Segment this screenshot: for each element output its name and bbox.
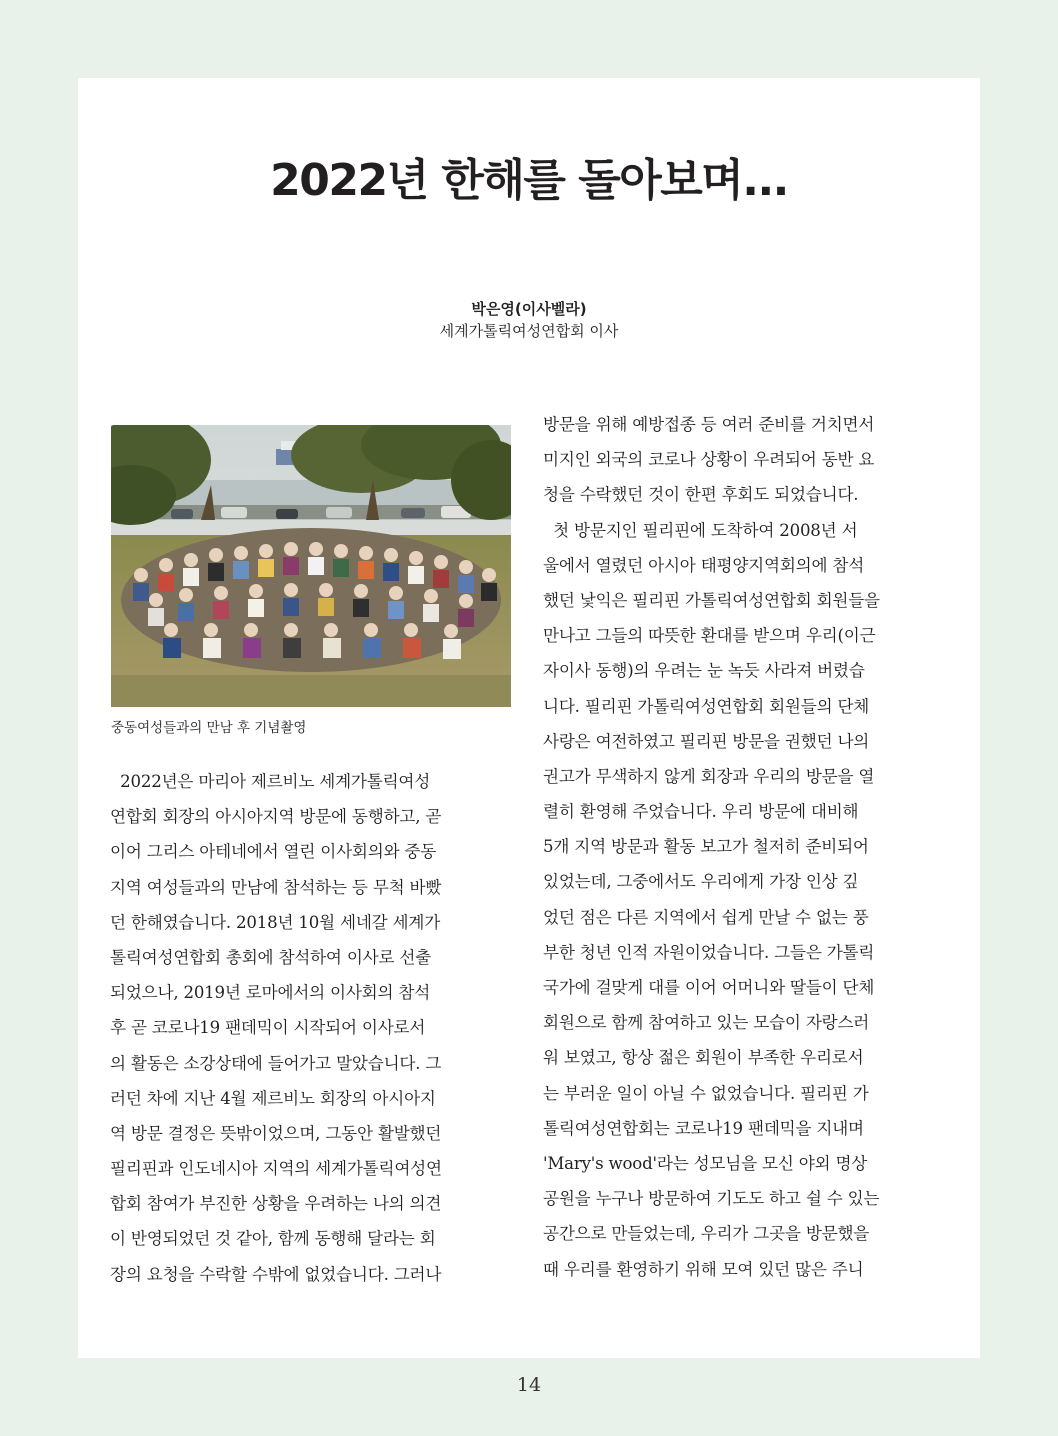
text-line: 있었는데, 그중에서도 우리에게 가장 인상 깊 <box>543 872 859 892</box>
text-line: 톨릭여성연합회는 코로나19 팬데믹을 지내며 <box>543 1118 864 1138</box>
text-line: 렬히 환영해 주었습니다. 우리 방문에 대비해 <box>543 802 859 822</box>
page <box>78 78 980 1358</box>
text-line: 던 한해였습니다. 2018년 10월 세네갈 세계가 <box>110 912 441 932</box>
group-photo <box>111 425 511 707</box>
text-line: 후 곧 코로나19 팬데믹이 시작되어 이사로서 <box>110 1018 426 1038</box>
article-title: 2022년 한해를 돌아보며... <box>270 155 788 206</box>
text-line: 이 반영되었던 것 같아, 함께 동행해 달라는 회 <box>110 1229 436 1249</box>
text-line: 만나고 그들의 따뜻한 환대를 받으며 우리(이근 <box>543 626 876 646</box>
text-line: 사랑은 여전하였고 필리핀 방문을 권했던 나의 <box>543 731 870 751</box>
text-line: 지역 여성들과의 만남에 참석하는 등 무척 바빴 <box>110 877 442 897</box>
text-line: 했던 낯익은 필리핀 가톨릭여성연합회 회원들을 <box>543 590 880 610</box>
text-line: 5개 지역 방문과 활동 보고가 철저히 준비되어 <box>543 837 869 857</box>
author-role: 세계가톨릭여성연합회 이사 <box>439 322 619 340</box>
text-line: 니다. 필리핀 가톨릭여성연합회 회원들의 단체 <box>543 696 870 716</box>
text-line: 공원을 누구나 방문하여 기도도 하고 쉴 수 있는 <box>543 1189 880 1209</box>
text-line: 부한 청년 인적 자원이었습니다. 그들은 가톨릭 <box>543 942 875 962</box>
text-line: 첫 방문지인 필리핀에 도착하여 2008년 서 <box>543 520 858 540</box>
text-line: 때 우리를 환영하기 위해 모여 있던 많은 주니 <box>543 1259 864 1279</box>
text-line: 청을 수락했던 것이 한편 후회도 되었습니다. <box>543 485 859 505</box>
text-line: 울에서 열렸던 아시아 태평양지역회의에 참석 <box>543 555 865 575</box>
page-number: 14 <box>516 1374 542 1396</box>
right-column-text <box>543 407 945 1287</box>
text-line: 합회 참여가 부진한 상황을 우려하는 나의 의견 <box>110 1194 442 1214</box>
author-block <box>78 298 980 342</box>
author-name: 박은영(이사벨라) <box>471 300 587 318</box>
group-photo-illustration <box>111 425 511 707</box>
text-line: 미지인 외국의 코로나 상황이 우려되어 동반 요 <box>543 450 875 470</box>
text-line: 권고가 무색하지 않게 회장과 우리의 방문을 열 <box>543 766 875 786</box>
text-line: 톨릭여성연합회 총회에 참석하여 이사로 선출 <box>110 947 432 967</box>
text-line: 되었으나, 2019년 로마에서의 이사회의 참석 <box>110 983 431 1003</box>
text-line: 방문을 위해 예방접종 등 여러 준비를 거치면서 <box>543 415 875 434</box>
text-line: 워 보였고, 항상 젊은 회원이 부족한 우리로서 <box>543 1048 864 1068</box>
photo-caption: 중동여성들과의 만남 후 기념촬영 <box>111 720 307 736</box>
text-line: 의 활동은 소강상태에 들어가고 말았습니다. 그 <box>110 1053 442 1073</box>
text-line: 러던 차에 지난 4월 제르비노 회장의 아시아지 <box>110 1088 436 1108</box>
text-line: 'Mary's wood'라는 성모님을 모신 야외 명상 <box>543 1153 868 1173</box>
text-line: 필리핀과 인도네시아 지역의 세계가톨릭여성연 <box>110 1159 442 1179</box>
text-line: 자이사 동행)의 우려는 눈 녹듯 사라져 버렸습 <box>543 661 865 681</box>
text-line: 장의 요청을 수락할 수밖에 없었습니다. 그러나 <box>110 1264 442 1284</box>
left-column-text <box>110 764 512 1292</box>
text-line: 2022년은 마리아 제르비노 세계가톨릭여성 <box>110 772 431 791</box>
text-line: 었던 점은 다른 지역에서 쉽게 만날 수 없는 풍 <box>543 907 869 927</box>
text-line: 국가에 걸맞게 대를 이어 어머니와 딸들이 단체 <box>543 978 875 997</box>
text-line: 연합회 회장의 아시아지역 방문에 동행하고, 곧 <box>110 807 442 827</box>
text-line: 는 부러운 일이 아닐 수 없었습니다. 필리핀 가 <box>543 1083 869 1103</box>
text-line: 역 방문 결정은 뜻밖이었으며, 그동안 활발했던 <box>110 1123 442 1143</box>
text-line: 회원으로 함께 참여하고 있는 모습이 자랑스러 <box>543 1013 870 1033</box>
text-line: 공간으로 만들었는데, 우리가 그곳을 방문했을 <box>543 1224 870 1244</box>
text-line: 이어 그리스 아테네에서 열린 이사회의와 중동 <box>110 842 437 862</box>
